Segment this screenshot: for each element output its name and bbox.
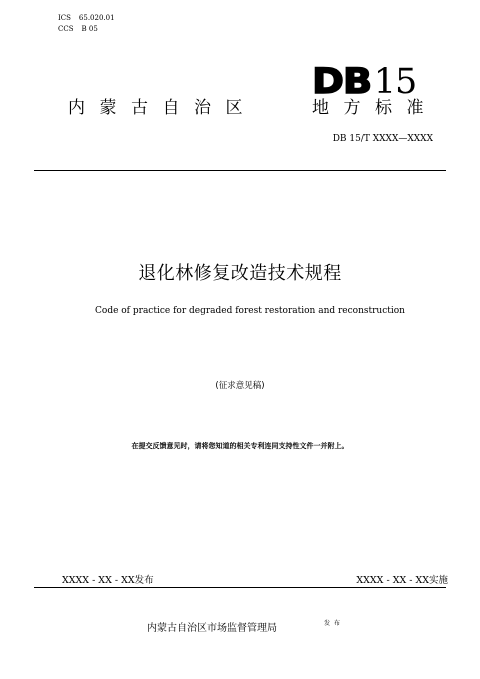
db-standard-logo — [312, 62, 422, 102]
implementation-date: XXXX - XX - XX实施 — [356, 575, 448, 586]
ccs-classification — [58, 25, 98, 34]
db-logo-letters: DB — [312, 62, 372, 102]
region-name: 内蒙古自治区 — [68, 98, 257, 118]
patent-notice: 在提交反馈意见时，请将您知道的相关专利连同支持性文件一并附上。 — [131, 442, 349, 450]
standard-number: DB 15/T XXXX—XXXX — [332, 134, 433, 144]
ccs-label: CCS — [58, 25, 74, 33]
release-date: XXXX - XX - XX发布 — [62, 575, 154, 586]
standard-type: 地方标准 — [312, 98, 438, 118]
ics-classification — [58, 14, 115, 23]
document-title-english: Code of practice for degraded forest restoration and reconstruction — [95, 306, 405, 316]
issuing-authority: 内蒙古自治区市场监督管理局 — [147, 623, 277, 634]
footer-divider — [34, 587, 446, 588]
db-logo-number: 15 — [373, 62, 417, 102]
document-title-chinese: 退化林修复改造技术规程 — [138, 263, 342, 284]
ics-code: 65.020.01 — [78, 14, 115, 22]
header-divider — [34, 170, 446, 171]
ics-label: ICS — [58, 14, 71, 22]
draft-status: (征求意见稿) — [215, 381, 265, 391]
ccs-code: B 05 — [81, 25, 98, 33]
issue-word: 发布 — [324, 620, 345, 627]
